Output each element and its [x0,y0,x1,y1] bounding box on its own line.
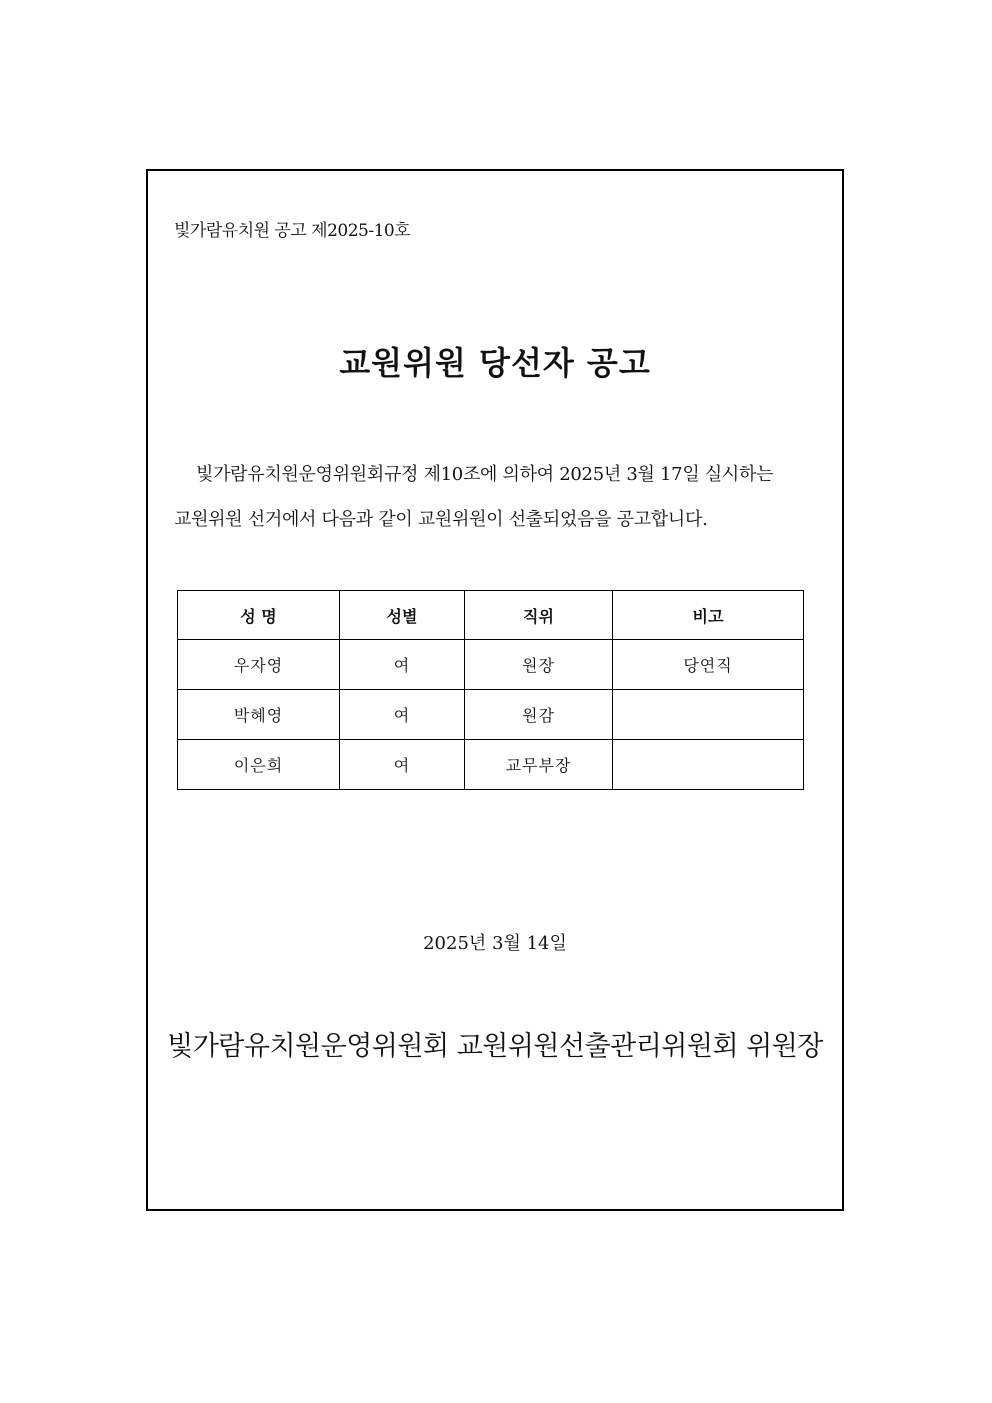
table-row [178,690,804,740]
elected-members-table [177,590,804,790]
table-row [178,740,804,790]
issuer-signature-line: 빛가람유치원운영위원회 교원위원선출관리위원회 위원장 [167,1031,823,1062]
header-name: 성 명 [178,591,340,640]
cell-remarks [613,690,804,740]
notice-number: 빛가람유치원 공고 제2025-10호 [174,221,411,241]
cell-position: 원감 [465,690,613,740]
announcement-date: 2025년 3월 14일 [423,933,567,954]
cell-name: 이은희 [178,740,340,790]
table-row [178,640,804,690]
cell-name: 박혜영 [178,690,340,740]
cell-gender: 여 [340,640,465,690]
cell-position: 교무부장 [465,740,613,790]
table-header-row [178,591,804,640]
cell-position: 원장 [465,640,613,690]
body-text-line-2: 교원위원 선거에서 다음과 같이 교원위원이 선출되었음을 공고합니다. [174,509,708,530]
header-remarks: 비고 [613,591,804,640]
cell-remarks: 당연직 [613,640,804,690]
cell-gender: 여 [340,690,465,740]
header-position: 직위 [465,591,613,640]
cell-gender: 여 [340,740,465,790]
cell-remarks [613,740,804,790]
document-title: 교원위원 당선자 공고 [339,344,651,382]
cell-name: 우자영 [178,640,340,690]
body-text-line-1: 빛가람유치원운영위원회규정 제10조에 의하여 2025년 3월 17일 실시하는 [196,464,774,485]
header-gender: 성별 [340,591,465,640]
